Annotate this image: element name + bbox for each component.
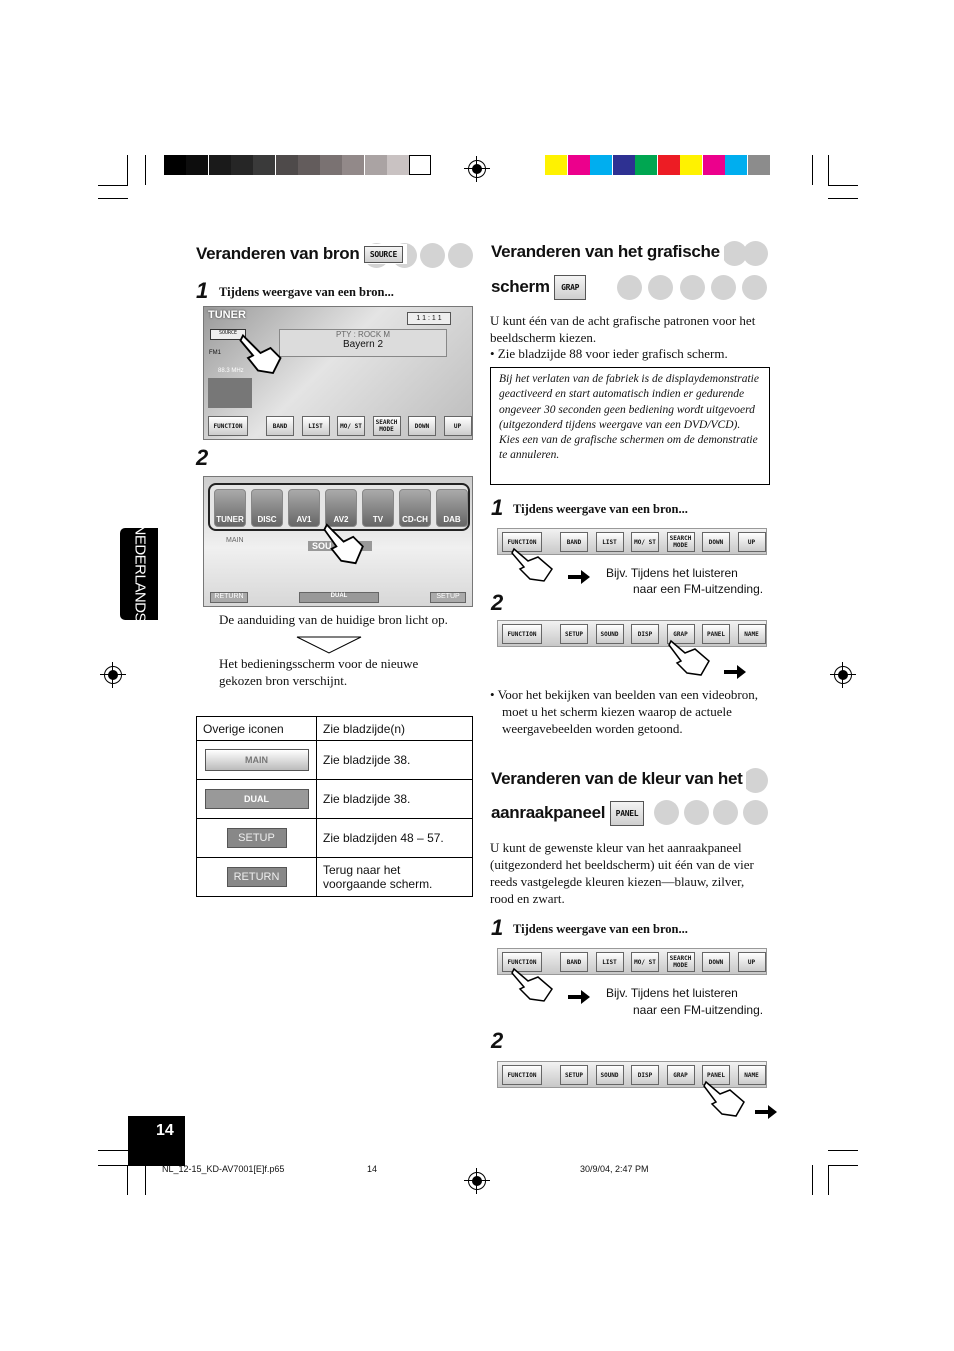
right-arrow-icon: [755, 1105, 777, 1119]
color-swatch: [387, 155, 409, 175]
example-text-2: naar een FM-uitzending.: [633, 582, 764, 596]
crop-mark: [127, 155, 128, 185]
toolbar-button-panel[interactable]: PANEL: [702, 1065, 730, 1085]
decor-circle: [648, 275, 673, 300]
source-icon-disc[interactable]: DISC: [251, 489, 283, 527]
panel-badge: PANEL: [610, 801, 645, 826]
toolbar-button-list[interactable]: LIST: [596, 532, 624, 552]
return-icon: [227, 867, 287, 887]
right-arrow-icon: [724, 665, 746, 679]
table-cell: Zie bladzijde 38.: [317, 741, 473, 780]
table-header: Zie bladzijde(n): [317, 717, 473, 741]
source-icon-cd-ch[interactable]: CD-CH: [399, 489, 431, 527]
icon-label: RETURN: [233, 871, 280, 883]
intro-text: U kunt de gewenste kleur van het aanraakpaneel (uitgezonderd het beeldscherm) uit één van de vier reeds vastgelegde kleuren kiezen—blauw, zilver, rood en zwart.: [490, 840, 754, 906]
crop-mark: [127, 1165, 128, 1195]
color-swatch: [409, 155, 431, 175]
pointing-hand-icon: [665, 637, 725, 681]
footer-file: NL_12-15_KD-AV7001[E]f.p65: [162, 1164, 285, 1174]
decor-circle: [617, 275, 642, 300]
step-number: 2: [196, 445, 209, 470]
registration-mark-icon: [468, 1172, 486, 1190]
toolbar-button-up[interactable]: UP: [738, 952, 766, 972]
toolbar-button-disp[interactable]: DISP: [631, 1065, 659, 1085]
color-swatch: [545, 155, 567, 175]
right-arrow-icon: [568, 570, 590, 584]
toolbar-button-up[interactable]: UP: [444, 416, 472, 436]
example-text-2: naar een FM-uitzending.: [633, 1003, 764, 1017]
decor-circle: [448, 243, 473, 268]
section-title-graphic: Veranderen van het grafische: [491, 242, 724, 262]
crop-mark: [828, 198, 858, 199]
table-row: [197, 819, 473, 858]
decor-circle: [420, 243, 445, 268]
return-button[interactable]: RETURN: [210, 592, 248, 603]
color-swatch: [276, 155, 298, 175]
color-swatch: [253, 155, 275, 175]
toolbar-button-search-mode[interactable]: SEARCH MODE: [667, 532, 695, 552]
toolbar-button-disp[interactable]: DISP: [631, 624, 659, 644]
toolbar-button-sound[interactable]: SOUND: [596, 1065, 624, 1085]
color-swatch: [342, 155, 364, 175]
page-number-box: [128, 1116, 185, 1166]
decor-circle: [684, 800, 709, 825]
icon-label: SETUP: [238, 832, 275, 844]
toolbar-button-list[interactable]: LIST: [596, 952, 624, 972]
source-icon-tuner[interactable]: TUNER: [214, 489, 246, 527]
toolbar-button-grap[interactable]: GRAP: [667, 624, 695, 644]
crop-mark: [98, 1165, 128, 1166]
toolbar-button-down[interactable]: DOWN: [702, 532, 730, 552]
toolbar-button-mo-st[interactable]: MO/ ST: [337, 416, 365, 436]
section-title-text: aanraakpaneel: [491, 802, 606, 822]
registration-mark-icon: [468, 160, 486, 178]
color-swatch: [725, 155, 747, 175]
decor-circle: [742, 275, 767, 300]
band-value: FM1: [209, 350, 221, 356]
source-button[interactable]: SOURCE: [210, 329, 246, 340]
toolbar-button-setup[interactable]: SETUP: [560, 1065, 588, 1085]
side-language-tab: [120, 524, 158, 623]
toolbar-button-name[interactable]: NAME: [738, 624, 766, 644]
crop-mark: [828, 1150, 858, 1151]
step-number: 1: [491, 915, 504, 940]
footer-date: 30/9/04, 2:47 PM: [580, 1164, 649, 1174]
toolbar-button-band[interactable]: BAND: [560, 532, 588, 552]
section-title-text: scherm: [491, 276, 550, 296]
color-swatch: [703, 155, 725, 175]
station-display: [279, 329, 447, 357]
grap-badge: GRAP: [554, 275, 586, 300]
color-swatch: [231, 155, 253, 175]
section-title-panel-2: [491, 801, 644, 826]
down-arrow-icon: [296, 636, 362, 654]
step-text: Tijdens weergave van een bron...: [513, 502, 688, 516]
crop-mark: [828, 1165, 829, 1195]
color-swatch: [320, 155, 342, 175]
decor-circle: [743, 768, 768, 793]
toolbar-button-band[interactable]: BAND: [560, 952, 588, 972]
source-badge: SOURCE: [364, 246, 403, 263]
example-text: Bijv. Tijdens het luisteren: [606, 566, 738, 580]
toolbar-button-name[interactable]: NAME: [738, 1065, 766, 1085]
toolbar-button-band[interactable]: BAND: [266, 416, 294, 436]
example-text: Bijv. Tijdens het luisteren: [606, 986, 738, 1000]
decor-circle: [680, 275, 705, 300]
section-title-text: Veranderen van bron: [196, 244, 360, 263]
pointing-hand-icon: [238, 328, 288, 378]
decor-circle: [743, 241, 768, 266]
color-swatch: [568, 155, 590, 175]
bullet-text: • Voor het bekijken van beelden van een videobron, moet u het scherm kiezen waarop de actuele weergavebeelden worden getoond.: [490, 687, 758, 736]
section-title-panel: Veranderen van de kleur van het: [491, 769, 746, 789]
toolbar-button-function[interactable]: FUNCTION: [502, 952, 542, 972]
step-text: Tijdens weergave van een bron...: [513, 922, 688, 936]
table-row: [197, 858, 473, 897]
other-icons-table: [196, 716, 473, 897]
frequency-value: 88.3 MHz: [218, 368, 244, 374]
toolbar-button-function[interactable]: FUNCTION: [208, 416, 248, 436]
crop-mark: [828, 185, 858, 186]
section-title-graphic-2: [491, 275, 586, 300]
step-number: 2: [491, 1028, 504, 1053]
color-swatch: [613, 155, 635, 175]
side-tab-label: NEDERLANDS: [131, 524, 149, 623]
step-number: 2: [491, 590, 504, 615]
step-number: 1: [196, 278, 209, 303]
crop-mark: [145, 1165, 146, 1195]
toolbar-button-up[interactable]: UP: [738, 532, 766, 552]
pointing-hand-icon: [508, 545, 568, 585]
decor-circle: [743, 800, 768, 825]
table-cell: Zie bladzijde 38.: [317, 780, 473, 819]
source-icon-av1[interactable]: AV1: [288, 489, 320, 527]
pointing-hand-icon: [700, 1078, 760, 1122]
decor-circle: [711, 275, 736, 300]
table-cell: Terug naar het voorgaande scherm.: [317, 858, 473, 897]
crop-mark: [812, 155, 813, 185]
toolbar-button-down[interactable]: DOWN: [408, 416, 436, 436]
decor-circle: [713, 800, 738, 825]
toolbar-button-setup[interactable]: SETUP: [560, 624, 588, 644]
crop-mark: [828, 155, 829, 185]
crop-mark: [145, 155, 146, 185]
setup-button[interactable]: SETUP: [430, 592, 466, 603]
color-swatch: [635, 155, 657, 175]
footer-page: 14: [367, 1164, 378, 1174]
color-swatch: [748, 155, 770, 175]
color-swatch: [186, 155, 208, 175]
registration-mark-icon: [104, 666, 122, 684]
clock-display: 1 1 : 1 1: [407, 312, 451, 325]
note-text: Bij het verlaten van de fabriek is de displaydemonstratie geactiveerd en start automatisch indien er gedurende ongeveer 30 seconden geen bediening wordt uitgevoerd (uitgezonderd tijdens weergave van een DVD/VCD). Kies een van de grafische schermen om de demonstratie te annuleren.: [499, 373, 759, 462]
toolbar-button-down[interactable]: DOWN: [702, 952, 730, 972]
toolbar-button-mo-st[interactable]: MO/ ST: [631, 952, 659, 972]
color-swatch: [590, 155, 612, 175]
step-number: 1: [491, 495, 504, 520]
source-label: SOU: [308, 541, 372, 551]
pointing-hand-icon: [508, 965, 568, 1005]
bullet-text: • Zie bladzijde 88 voor ieder grafisch scherm.: [490, 346, 728, 361]
toolbar-button-search-mode[interactable]: SEARCH MODE: [667, 952, 695, 972]
table-row: [197, 741, 473, 780]
color-swatch: [298, 155, 320, 175]
toolbar-button-function[interactable]: FUNCTION: [502, 532, 542, 552]
page-number: 14: [156, 1122, 174, 1139]
main-icon: [205, 749, 309, 771]
function-toolbar: [497, 620, 767, 647]
toolbar-button-sound[interactable]: SOUND: [596, 624, 624, 644]
tuner-toolbar: [204, 413, 473, 440]
highlight-note: De aanduiding van de huidige bron licht op.: [219, 612, 448, 627]
right-arrow-icon: [568, 990, 590, 1004]
setup-icon: [227, 828, 287, 848]
table-cell: Zie bladzijden 48 – 57.: [317, 819, 473, 858]
toolbar-button-grap[interactable]: GRAP: [667, 1065, 695, 1085]
crop-mark: [98, 198, 128, 199]
dual-button[interactable]: DUAL: [299, 592, 379, 603]
toolbar-button-panel[interactable]: PANEL: [702, 624, 730, 644]
toolbar-button-search-mode[interactable]: SEARCH MODE: [373, 416, 401, 436]
decor-circle: [654, 800, 679, 825]
main-label: MAIN: [226, 537, 244, 544]
registration-mark-icon: [834, 666, 852, 684]
table-row: [197, 780, 473, 819]
crop-mark: [98, 185, 128, 186]
color-swatch: [209, 155, 231, 175]
note-box: [490, 367, 770, 485]
color-swatch: [365, 155, 387, 175]
icon-label: MAIN: [245, 755, 268, 765]
crop-mark: [812, 1165, 813, 1195]
color-swatch: [164, 155, 186, 175]
pty-label: PTY : ROCK M: [335, 330, 391, 339]
indicator-panel: [208, 378, 252, 408]
source-icon-tv[interactable]: TV: [362, 489, 394, 527]
crop-mark: [828, 1165, 858, 1166]
crop-mark: [98, 1150, 128, 1151]
dual-icon: [205, 789, 309, 809]
color-swatch: [680, 155, 702, 175]
pointing-hand-icon: [322, 520, 370, 568]
source-icon-dab[interactable]: DAB: [436, 489, 468, 527]
toolbar-button-list[interactable]: LIST: [302, 416, 330, 436]
intro-text: U kunt één van de acht grafische patronen voor het beeldscherm kiezen.: [490, 313, 756, 345]
toolbar-button-function[interactable]: FUNCTION: [502, 624, 542, 644]
table-header: Overige iconen: [197, 717, 317, 741]
source-icon-av2[interactable]: AV2: [325, 489, 357, 527]
icon-label: DUAL: [244, 794, 269, 804]
section-title-source: [196, 244, 407, 264]
color-swatch: [658, 155, 680, 175]
toolbar-button-function[interactable]: FUNCTION: [502, 1065, 542, 1085]
toolbar-button-mo-st[interactable]: MO/ ST: [631, 532, 659, 552]
step-text: Tijdens weergave van een bron...: [219, 285, 394, 299]
result-note: Het bedieningsscherm voor de nieuwe gekozen bron verschijnt.: [219, 656, 419, 688]
station-name: Bayern 2: [342, 339, 384, 350]
tuner-label: TUNER: [208, 309, 246, 321]
